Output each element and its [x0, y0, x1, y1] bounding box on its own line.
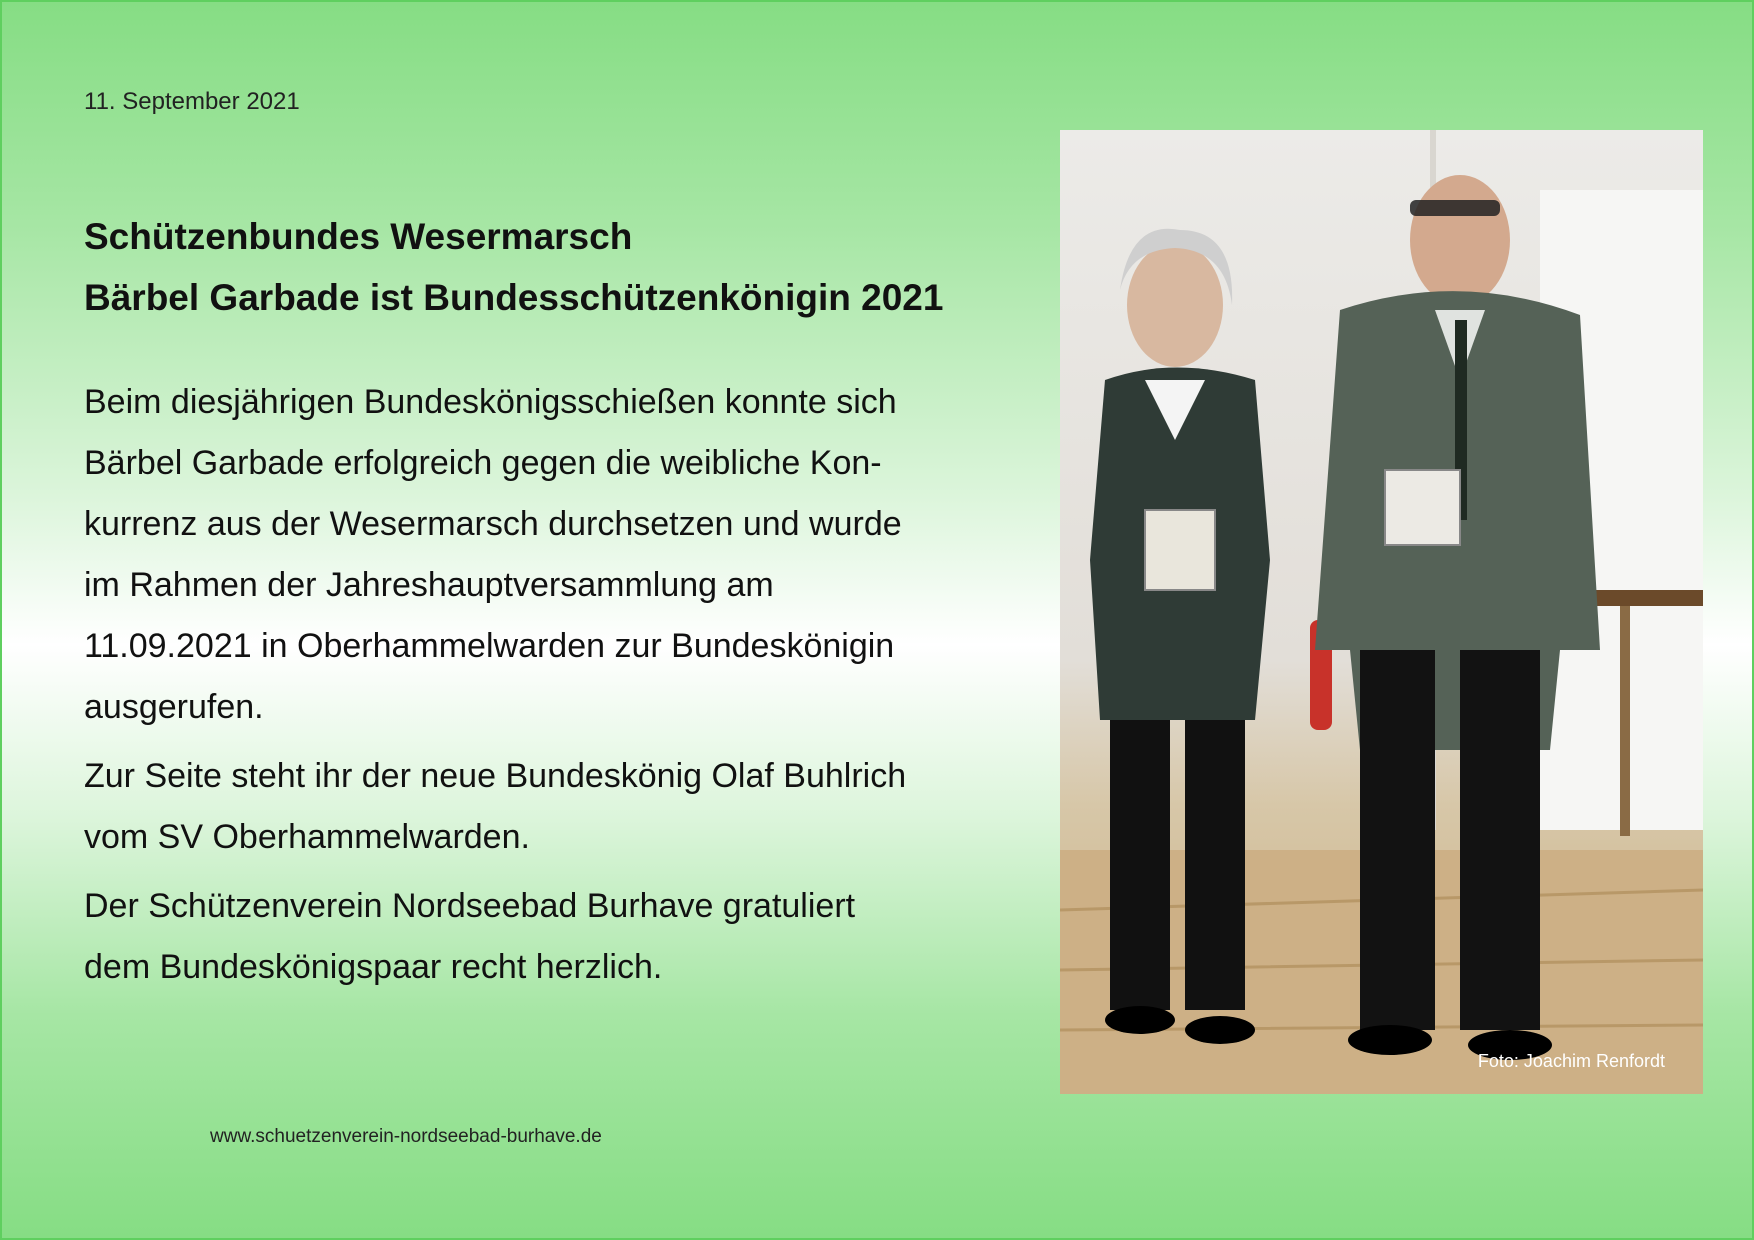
date-label: 11. September 2021: [84, 88, 300, 115]
text-line: dem Bundeskönigspaar recht herzlich.: [84, 948, 663, 986]
text-line: im Rahmen der Jahreshauptversammlung am: [84, 566, 774, 604]
text-line: 11.09.2021 in Oberhammelwarden zur Bundeskönigin: [84, 627, 895, 665]
text-line: Beim diesjährigen Bundeskönigsschießen konnte sich: [84, 383, 897, 421]
paragraph-1: [84, 372, 1014, 738]
text-line: Bärbel Garbade erfolgreich gegen die weibliche Kon-: [84, 444, 882, 482]
table: [1580, 590, 1703, 606]
photo-credit: Foto: Joachim Renfordt: [1477, 1051, 1665, 1071]
text-line: Der Schützenverein Nordseebad Burhave gratuliert: [84, 887, 856, 925]
photo-royal-couple: [1060, 130, 1703, 1094]
text-line: Zur Seite steht ihr der neue Bundeskönig Olaf Buhlrich: [84, 757, 907, 795]
text-line: ausgerufen.: [84, 688, 264, 726]
article-body: [84, 372, 1014, 1006]
headline-line-2: Bärbel Garbade ist Bundesschützenkönigin 2021: [84, 277, 944, 318]
headline: [84, 206, 943, 328]
website-url: www.schuetzenverein-nordseebad-burhave.de: [210, 1126, 602, 1147]
text-line: vom SV Oberhammelwarden.: [84, 818, 530, 856]
photo-illustration: [1060, 130, 1703, 1094]
headline-line-1: Schützenbundes Wesermarsch: [84, 216, 633, 257]
paragraph-3: [84, 876, 1014, 998]
text-line: kurrenz aus der Wesermarsch durchsetzen und wurde: [84, 505, 902, 543]
paragraph-2: [84, 746, 1014, 868]
